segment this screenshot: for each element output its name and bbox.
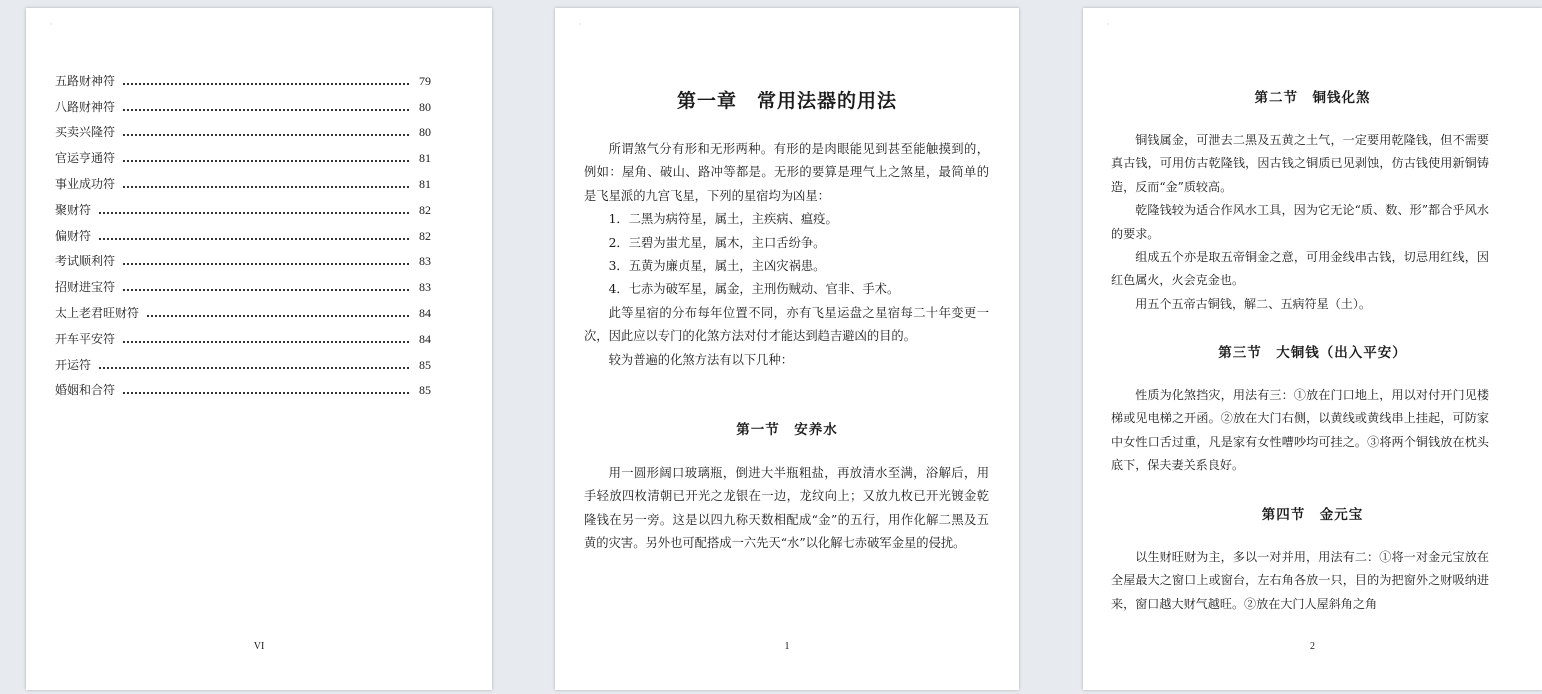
toc-entry-title: 五路财神符 — [55, 73, 116, 88]
toc-entry-title: 开运符 — [55, 357, 92, 372]
paragraph: 性质为化煞挡灾，用法有三：①放在门口地上，用以对付开门见楼梯或见电梯之开函。②放在大门右侧，以黄线或黄线串上挂起，可防家中女性口舌过重，凡是家有女性嘈吵均可挂之。③将两个铜钱放在枕头底下，保夫妻关系良好。 — [1111, 388, 1489, 473]
chapter-intro-block — [584, 138, 989, 372]
toc-entry-title: 太上老君旺财符 — [55, 305, 140, 320]
section-body — [584, 462, 989, 556]
document-page-toc — [26, 8, 492, 690]
section-body — [1111, 129, 1489, 316]
paragraph: 较为普遍的化煞方法有以下几种： — [608, 352, 794, 367]
toc-entry[interactable] — [55, 321, 431, 347]
toc-entry-title: 事业成功符 — [55, 176, 116, 191]
list-item: 2．三碧为蚩尤星，属木，主口舌纷争。 — [608, 235, 826, 250]
toc-leader-dots — [99, 367, 409, 369]
toc-entry[interactable] — [55, 269, 431, 295]
toc-entry[interactable] — [55, 192, 431, 218]
paragraph: 铜钱属金，可泄去二黑及五黄之土气，一定要用乾隆钱，但不需要真古钱，可用仿古乾隆钱，因古钱之铜质已见剥蚀，仿古钱使用新铜铸造，反而“金”质较高。 — [1111, 133, 1489, 194]
paragraph: 此等星宿的分布每年位置不同，亦有飞星运盘之星宿每二十年变更一次，因此应以专门的化煞方法对付才能达到趋吉避凶的目的。 — [584, 305, 989, 344]
list-item: 4．七赤为破军星，属金，主刑伤贼动、官非、手术。 — [608, 282, 900, 297]
toc-entry-page: 84 — [419, 305, 431, 320]
toc-leader-dots — [123, 289, 409, 291]
toc-leader-dots — [99, 238, 409, 240]
toc-entry-title: 偏财符 — [55, 228, 92, 243]
toc-entry-page: 80 — [419, 99, 431, 114]
toc-entry-page: 82 — [419, 228, 431, 243]
toc-entry-page: 83 — [419, 280, 431, 295]
toc-entry[interactable] — [55, 166, 431, 192]
toc-entry-title: 考试顺利符 — [55, 254, 116, 269]
toc-entry-page: 84 — [419, 331, 431, 346]
page-corner-mark: · — [50, 20, 53, 29]
paragraph: 用五个五帝古铜钱，解二、五病符星（土）。 — [1135, 296, 1372, 311]
toc-leader-dots — [123, 83, 409, 85]
toc-leader-dots — [99, 212, 409, 214]
paragraph: 用一圆形阔口玻璃瓶，倒进大半瓶粗盐，再放清水至满，浴解后，用手轻放四枚清朝已开光之龙银在一边，龙纹向上；又放九枚已开光镀金乾隆钱在另一旁。这是以四九称天数相配成“金”的五行，用作化解二黑及五黄的灾害。另外也可配搭成一六先天“水”以化解七赤破军金星的侵扰。 — [584, 466, 989, 551]
intro-paragraph: 所谓煞气分有形和无形两种。有形的是肉眼能见到甚至能触摸到的，例如：屋角、破山、路冲等都是。无形的要算是理气上之煞星，最简单的是飞星派的九宫飞星，下列的星宿均为凶星： — [584, 142, 989, 203]
toc-entry[interactable] — [55, 115, 431, 141]
toc-leader-dots — [123, 186, 409, 188]
section-title: 第一节 安养水 — [736, 422, 838, 438]
toc-leader-dots — [147, 315, 409, 317]
toc-entry-page: 81 — [419, 176, 431, 191]
toc-entry-page: 81 — [419, 151, 431, 166]
toc-entry-title: 买卖兴隆符 — [55, 125, 116, 140]
toc-entry[interactable] — [55, 218, 431, 244]
toc-entry[interactable] — [55, 63, 431, 89]
toc-leader-dots — [123, 392, 409, 394]
paragraph: 以生财旺财为主，多以一对并用，用法有二：①将一对金元宝放在全屋最大之窗口上或窗台，左右角各放一只，目的为把窗外之财吸纳进来，窗口越大财气越旺。②放在大门人屋斜角之角 — [1111, 550, 1489, 611]
toc-entry-page: 82 — [419, 202, 431, 217]
toc-leader-dots — [123, 160, 409, 162]
page-corner-mark: · — [579, 20, 582, 29]
toc-entry[interactable] — [55, 373, 431, 399]
toc-entry-title: 官运亨通符 — [55, 151, 116, 166]
document-page-2 — [1083, 8, 1542, 690]
toc-entry[interactable] — [55, 347, 431, 373]
section-title: 第三节 大铜钱（出入平安） — [1218, 345, 1407, 361]
list-item: 1．二黑为病符星，属土，主疾病、瘟疫。 — [608, 212, 838, 227]
toc-leader-dots — [123, 134, 409, 136]
page-number: 1 — [784, 641, 790, 652]
toc-entry-page: 85 — [419, 383, 431, 398]
toc-entry[interactable] — [55, 244, 431, 270]
toc-entry-title: 八路财神符 — [55, 99, 116, 114]
toc-leader-dots — [123, 341, 409, 343]
chapter-title: 第一章 常用法器的用法 — [676, 90, 897, 112]
toc-entry[interactable] — [55, 140, 431, 166]
section-title: 第四节 金元宝 — [1261, 507, 1364, 523]
toc-entry-page: 85 — [419, 357, 431, 372]
section-body — [1111, 384, 1489, 478]
toc-entry-title: 聚财符 — [55, 202, 92, 217]
list-item: 3．五黄为廉贞星，属土，主凶灾祸患。 — [608, 259, 826, 274]
toc-entry-title: 招财进宝符 — [55, 280, 116, 295]
section-body — [1111, 546, 1489, 616]
table-of-contents — [55, 63, 431, 398]
toc-entry-page: 79 — [419, 73, 431, 88]
toc-entry[interactable] — [55, 295, 431, 321]
toc-entry[interactable] — [55, 89, 431, 115]
toc-leader-dots — [123, 109, 409, 111]
paragraph: 乾隆钱较为适合作风水工具，因为它无论“质、数、形”都合乎风水的要求。 — [1111, 203, 1489, 241]
page-corner-mark: · — [1107, 20, 1110, 29]
toc-entry-page: 83 — [419, 254, 431, 269]
page-number: VI — [253, 641, 265, 652]
toc-entry-title: 婚姻和合符 — [55, 383, 116, 398]
document-page-1 — [555, 8, 1019, 690]
toc-leader-dots — [123, 263, 409, 265]
section-title: 第二节 铜钱化煞 — [1254, 90, 1371, 106]
page-number: 2 — [1310, 641, 1315, 652]
paragraph: 组成五个亦是取五帝铜金之意，可用金线串古钱，切忌用红线，因红色属火，火会克金也。 — [1111, 250, 1489, 288]
toc-entry-title: 开车平安符 — [55, 331, 116, 346]
toc-entry-page: 80 — [419, 125, 431, 140]
